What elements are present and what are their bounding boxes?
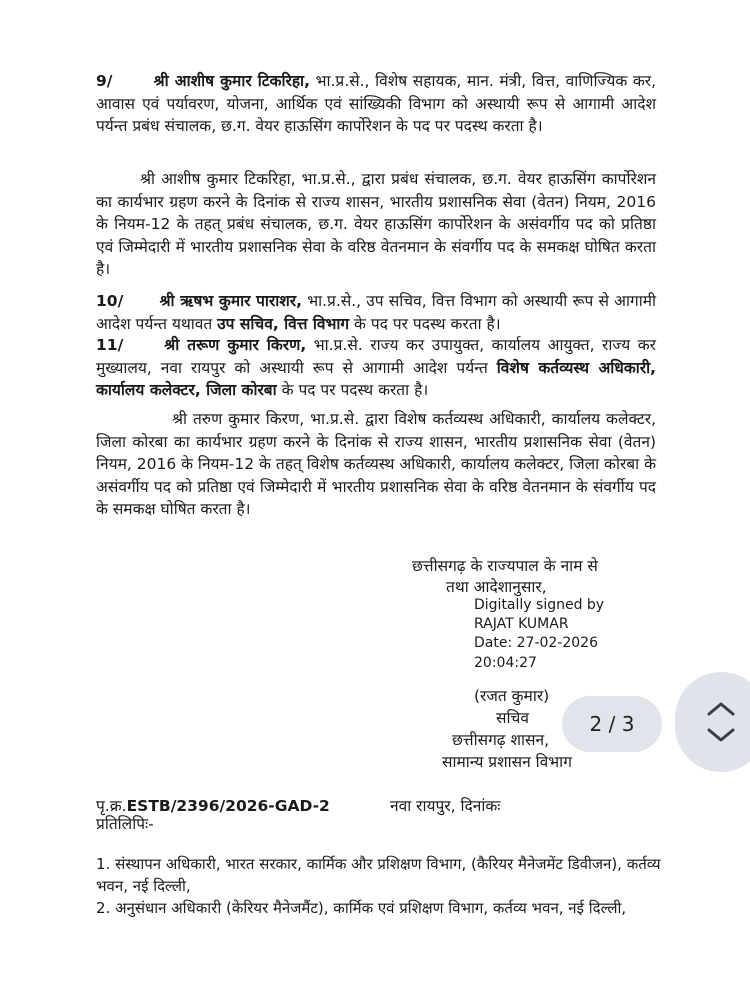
paragraph-number: 11/	[96, 336, 124, 354]
posting-title: विशेष कर्तव्यस्थ अधिकारी, कार्यालय कलेक्टर, जिला कोरबा	[96, 358, 656, 399]
chevron-up-icon[interactable]	[705, 700, 737, 718]
paragraph-text: भा.प्र.से. राज्य कर उपायुक्त, कार्यालय आयुक्त, राज्य कर मुख्यालय, नवा रायपुर को अस्थायी रूप से आगामी आदेश पर्यन्त	[96, 336, 656, 377]
list-item: 1. संस्थापन अधिकारी, भारत सरकार, कार्मिक और प्रशिक्षण विभाग, (कैरियर मैनेजमेंट डिवीजन), कर्तव्य भवन, नई दिल्ली,	[96, 855, 661, 895]
paragraph-text: के पद पर पदस्थ करता है।	[349, 314, 501, 333]
signature-line: Digitally signed by	[474, 597, 605, 613]
reference-prefix: पृ.क्र.	[96, 797, 127, 815]
list-item: 2. अनुसंधान अधिकारी (केरियर मैनेजमैंट), कार्मिक एवं प्रशिक्षण विभाग, कर्तव्य भवन, नई दिल्ली,	[96, 899, 627, 917]
paragraph-number: 9/	[96, 72, 113, 90]
chevron-down-icon[interactable]	[705, 726, 737, 744]
closing-line-2: तथा आदेशानुसार,	[446, 578, 547, 596]
copy-heading: प्रतिलिपिः-	[96, 815, 154, 833]
officer-name: श्री ऋषभ कुमार पाराशर,	[159, 292, 303, 310]
posting-title: उप सचिव, वित्त विभाग	[217, 314, 350, 333]
signature-date: Date: 27-02-2026	[474, 635, 598, 652]
officer-name: श्री तरूण कुमार किरण,	[164, 336, 307, 354]
paragraph-11	[96, 334, 656, 402]
paragraph-text: के पद पर पदस्थ करता है।	[276, 381, 429, 399]
reference-number	[96, 794, 330, 816]
paragraph-number: 10/	[96, 292, 124, 310]
paragraph-text: श्री आशीष कुमार टिकरिहा, भा.प्र.से., द्वारा प्रबंध संचालक, छ.ग. वेयर हाऊसिंग कार्पोरेशन का कार्यभार ग्रहण करने के दिनांक से राज्य शासन, भारतीय प्रशासनिक सेवा (वेतन) नियम, 2016 के नियम-12 के तहत् प्रबंध संचालक, छ.ग. वेयर हाऊसिंग कार्पोरेशन के असंवर्गीय पद को प्रतिष्ठा एवं जिम्मेदारी में भारतीय प्रशासनिक सेवा के वरिष्ठ वेतनमान के संवर्गीय पद के समकक्ष घोषित करता है।	[96, 170, 656, 278]
signatory-government: छत्तीसगढ़ शासन,	[452, 731, 550, 749]
paragraph-10	[96, 290, 656, 335]
page-indicator	[562, 696, 662, 752]
signatory-department: सामान्य प्रशासन विभाग	[442, 753, 572, 771]
paragraph-text: भा.प्र.से., उप सचिव, वित्त विभाग को अस्थायी रूप से आगामी आदेश पर्यन्त यथावत	[96, 292, 656, 333]
officer-name: श्री आशीष कुमार टिकरिहा,	[153, 72, 310, 90]
reference-place-date: नवा रायपुर, दिनांकः	[390, 797, 501, 815]
page-indicator-label: 2 / 3	[589, 712, 635, 736]
signatory-name: (रजत कुमार)	[474, 687, 550, 705]
page-navigation-button[interactable]	[675, 672, 750, 772]
paragraph-text: श्री तरुण कुमार किरण, भा.प्र.से. द्वारा विशेष कर्तव्यस्थ अधिकारी, कार्यालय कलेक्टर, जिला कोरबा का कार्यभार ग्रहण करने के दिनांक से राज्य शासन, भारतीय प्रशासनिक सेवा (वेतन) नियम, 2016 के नियम-12 के तहत् विशेष कर्तव्यस्थ अधिकारी, कार्यालय कलेक्टर, जिला कोरबा के असंवर्गीय पद को प्रतिष्ठा एवं जिम्मेदारी में भारतीय प्रशासनिक सेवा के वरिष्ठ वेतनमान के संवर्गीय पद के समकक्ष घोषित करता है।	[96, 410, 657, 518]
paragraph-9-declaration	[96, 168, 656, 281]
closing-line-1: छत्तीसगढ़ के राज्यपाल के नाम से	[412, 557, 598, 575]
reference-code: ESTB/2396/2026-GAD-2	[126, 797, 330, 815]
signature-time: 20:04:27	[474, 654, 537, 671]
copy-list	[96, 853, 666, 919]
paragraph-9	[96, 70, 656, 138]
digital-signature	[474, 596, 604, 673]
paragraph-text: भा.प्र.से., विशेष सहायक, मान. मंत्री, वित्त, वाणिज्यिक कर, आवास एवं पर्यावरण, योजना, आर्थिक एवं सांख्यिकी विभाग को अस्थायी रूप से आगामी आदेश पर्यन्त प्रबंध संचालक, छ.ग. वेयर हाऊसिंग कार्पोरेशन के पद पर पदस्थ करता है।	[96, 72, 656, 135]
signature-name: RAJAT KUMAR	[474, 616, 569, 633]
signatory-designation: सचिव	[496, 709, 529, 727]
paragraph-11-declaration	[96, 408, 656, 521]
